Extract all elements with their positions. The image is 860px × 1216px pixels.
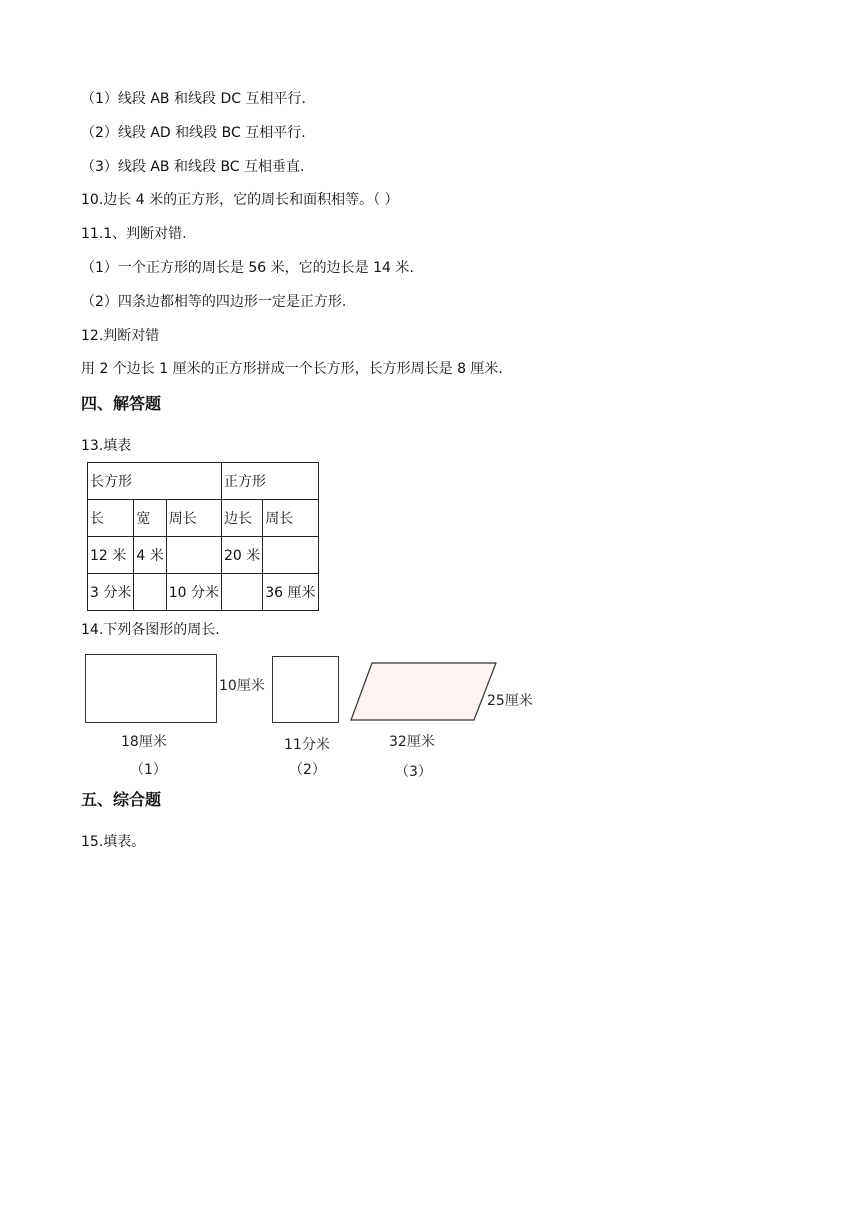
col-side: 边长 — [221, 500, 262, 537]
question-11: 11.1、判断对错. — [81, 226, 187, 242]
figure-3-bottom-label: 32厘米 — [389, 734, 435, 750]
figure-3-caption: （3） — [395, 764, 432, 780]
figure-2-bottom-label: 11分米 — [284, 737, 330, 753]
question-13-label: 13.填表 — [81, 438, 132, 454]
cell-side: 20 米 — [221, 537, 262, 574]
table-subheader-row — [88, 500, 319, 537]
statement-1: （1）线段 AB 和线段 DC 互相平行. — [81, 91, 306, 107]
figure-1-side-label: 10厘米 — [219, 678, 265, 694]
question-12-statement: 用 2 个边长 1 厘米的正方形拼成一个长方形，长方形周长是 8 厘米. — [81, 361, 503, 377]
cell-length: 12 米 — [88, 537, 134, 574]
table-row — [88, 574, 319, 611]
cell-width — [134, 574, 166, 611]
section-5-heading: 五、综合题 — [81, 790, 162, 809]
question-15-label: 15.填表。 — [81, 834, 146, 850]
statement-3: （3）线段 AB 和线段 BC 互相垂直. — [81, 159, 305, 175]
figure-3-side-label: 25厘米 — [487, 693, 533, 709]
cell-perimeter-square: 36 厘米 — [263, 574, 318, 611]
table-row — [88, 537, 319, 574]
question-10: 10.边长 4 米的正方形，它的周长和面积相等。（ ） — [81, 192, 399, 208]
cell-perimeter-square — [263, 537, 318, 574]
header-rectangle: 长方形 — [88, 463, 222, 500]
fill-in-table — [87, 462, 319, 611]
cell-perimeter-rect: 10 分米 — [166, 574, 221, 611]
cell-perimeter-rect — [166, 537, 221, 574]
statement-2: （2）线段 AD 和线段 BC 互相平行. — [81, 125, 306, 141]
question-11-part-2: （2）四条边都相等的四边形一定是正方形. — [81, 294, 347, 310]
col-length: 长 — [88, 500, 134, 537]
col-perimeter-rect: 周长 — [166, 500, 221, 537]
cell-width: 4 米 — [134, 537, 166, 574]
section-4-heading: 四、解答题 — [81, 394, 162, 413]
figure-3-parallelogram — [350, 662, 498, 722]
figure-1-caption: （1） — [130, 762, 167, 778]
question-12: 12.判断对错 — [81, 328, 160, 344]
figure-1-rectangle — [85, 654, 217, 723]
header-square: 正方形 — [221, 463, 318, 500]
question-11-part-1: （1）一个正方形的周长是 56 米，它的边长是 14 米. — [81, 260, 414, 276]
figure-1-bottom-label: 18厘米 — [121, 734, 167, 750]
cell-length: 3 分米 — [88, 574, 134, 611]
col-perimeter-square: 周长 — [263, 500, 318, 537]
figure-2-caption: （2） — [289, 762, 326, 778]
question-14-label: 14.下列各图形的周长. — [81, 622, 220, 638]
figure-2-square — [272, 656, 339, 723]
col-width: 宽 — [134, 500, 166, 537]
cell-side — [221, 574, 262, 611]
table-header-row — [88, 463, 319, 500]
